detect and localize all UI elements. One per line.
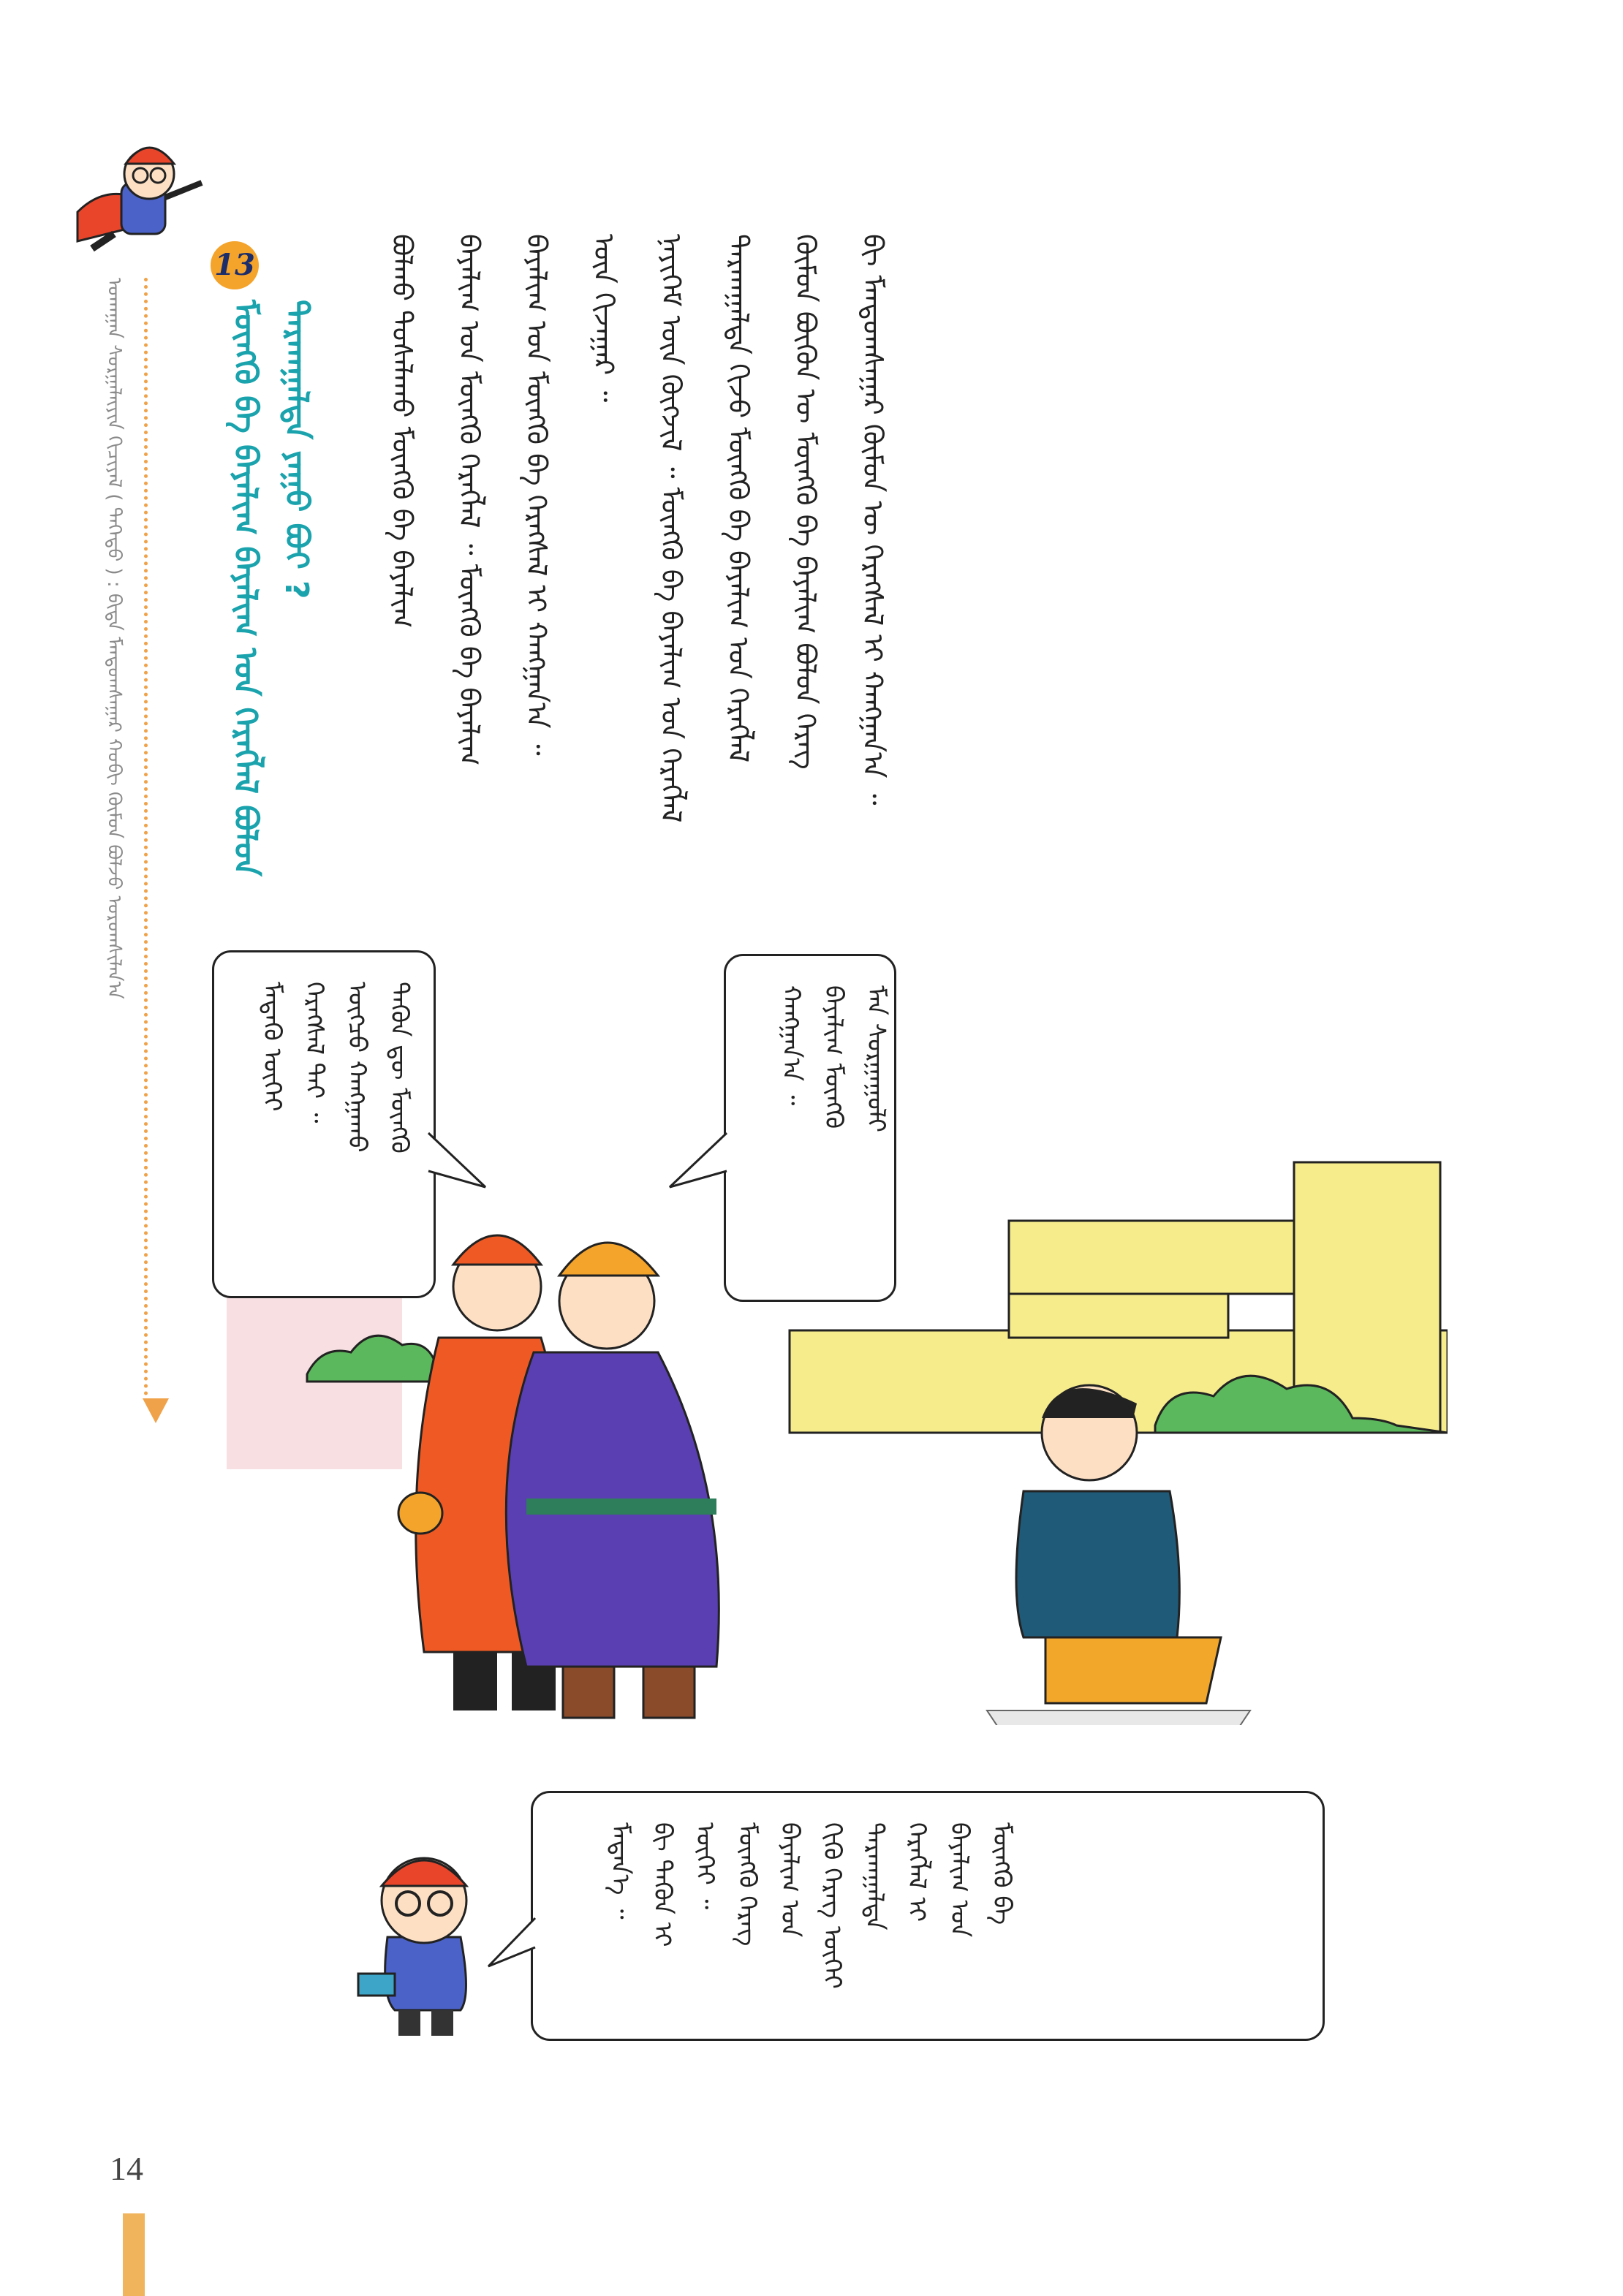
page-number: 14 [110,2150,143,2187]
title-line: ᠮᠦᠩᠭᠦ ᠪᠠ ᠪᠠᠶᠠᠯᠢᠭ ᠪᠠᠶᠠᠯᠢᠭ ᠤᠨ ᠬᠡᠷᠡᠭᠯᠡᠯ ᠪᠣᠯᠤᠨ [227,300,264,876]
body-line: ᠨᠡᠶᠢᠭᠡᠮ ᠦᠨ ᠬᠥᠭᠵᠢᠯ ᠃ ᠮᠦᠩᠭᠦ ᠪᠠ ᠪᠠᠶᠠᠯᠢᠭ ᠤᠨ ᠬᠡᠷᠡᠭᠯᠡᠯ [655,234,687,823]
speech-line: ᠬᠡᠷᠡᠭᠰᠡᠯ ᠲᠡᠢ ᠃ [300,982,329,1124]
body-line: ᠦᠨ ᠬᠢᠵᠠᠭᠠᠷ ᠃ [588,234,620,403]
speech-line: ᠪᠢ ᠲᠡᠭᠦᠨ ᠢ [648,1822,677,1947]
woman-speech-text [251,982,420,1274]
woman-speech-bubble [212,950,436,1298]
speech-line: ᠪᠠᠶᠠᠯᠢᠭ ᠮᠦᠩᠭᠦ [819,985,848,1129]
speech-line: ᠲᠠᠷᠬᠠᠭᠠᠯᠲᠠ [860,1822,889,1931]
man-bubble-tail [665,1126,731,1191]
speech-line: ᠮᠦᠩᠭᠦ ᠬᠡᠷᠡᠭ [733,1822,762,1947]
page-tab-bar [123,2213,145,2296]
speech-line: ᠪᠠᠶᠠᠯᠢᠭ ᠤᠨ [945,1822,974,1938]
speech-line: ᠦᠭᠡᠢ ᠃ [690,1822,719,1910]
speech-line: ᠬᠢᠬᠦ ᠬᠡᠷᠡᠭ ᠦᠭᠡᠢ [817,1822,847,1989]
woman-bubble-tail [424,1126,490,1191]
speech-line: ᠪᠠᠶᠠᠯᠢᠭ ᠤᠨ [775,1822,804,1938]
body-line: ᠪᠣᠯᠬᠤ ᠲᠤᠰᠠᠯᠠᠬᠤ ᠮᠦᠩᠭᠦ ᠪᠠ ᠪᠠᠶᠠᠯᠢᠭ [386,234,418,629]
flying-boy-mascot [63,132,216,263]
lesson-title [219,300,322,884]
speech-line: ᠮᠡᠳᠡᠬᠦ ᠦᠭᠡᠢ [257,982,287,1112]
lesson-number-badge: 13 [211,241,259,289]
speech-line: ᠬᠡᠷᠡᠭᠯᠡᠯ ᠢ [902,1822,931,1922]
body-line: ᠬᠦᠮᠦᠨ ᠪᠦᠬᠦᠨ ᠦ ᠮᠦᠩᠭᠦ ᠪᠠ ᠪᠠᠶᠠᠯᠢᠭ ᠪᠣᠯᠤᠨ ᠬᠡᠷᠡᠭ [790,234,822,770]
speech-line: ᠮᠡᠳᠡᠨ᠎ᠡ ᠃ [605,1822,635,1920]
dotted-guide-line [144,278,148,1403]
speech-line: ᠬᠠᠩᠭᠠᠨ᠎ᠠ ᠃ [776,985,806,1106]
body-line: ᠪᠠᠶᠠᠯᠢᠭ ᠤᠨ ᠮᠦᠩᠭᠦ ᠪᠠ ᠬᠡᠷᠡᠭᠰᠡᠯ ᠢ ᠬᠠᠩᠭᠠᠨ᠎ᠠ ᠃ [521,234,553,756]
man-speech-bubble [724,954,896,1302]
speech-line: ᠮᠠᠨ ᠰᠤᠷᠭᠠᠭᠤᠯᠢ [861,985,890,1133]
standing-boy-mascot [351,1827,497,2039]
man-speech-text [770,985,897,1278]
body-line: ᠪᠠᠶᠠᠯᠢᠭ ᠤᠨ ᠮᠦᠩᠭᠦ ᠬᠡᠷᠡᠭᠯᠡᠯ ᠃ ᠮᠦᠩᠭᠦ ᠪᠠ ᠪᠠᠶᠠᠯᠢᠭ [453,234,485,766]
triangle-marker-icon [143,1398,169,1423]
title-line: ᠲᠠᠷᠬᠠᠭᠠᠯᠲᠠ ᠶᠠᠭᠤ ᠪᠤᠢ ? [278,300,315,599]
boy-speech-bubble [531,1791,1325,2041]
speech-line: ᠥᠭᠴᠦ ᠬᠠᠩᠭᠠᠬᠤ [342,982,371,1153]
body-line: ᠲᠠᠷᠬᠠᠭᠠᠯᠲᠠ ᠬᠢᠵᠦ ᠮᠦᠩᠭᠦ ᠪᠠ ᠪᠠᠶᠠᠯᠢᠭ ᠤᠨ ᠬᠡᠷᠡᠭᠯᠡᠯ [722,234,754,763]
body-text [380,234,907,877]
boy-speech-text [599,1822,1023,2012]
body-line: ᠪᠢ ᠮᠠᠨᠳᠤᠭᠰᠠᠭᠠᠷ ᠬᠦᠮᠦᠨ ᠦ ᠬᠡᠷᠡᠭᠰᠡᠯ ᠢ ᠬᠠᠩᠭᠠᠨ᠎ᠠ ᠃ [857,234,889,806]
running-head: ᠤᠬᠠᠭᠠᠨ ᠰᠤᠷᠭᠠᠯᠢ᠋ᠶᠢᠨ ᠬᠢᠴᠢᠶᠡᠯ ( ᠳᠡᠭᠡᠳᠦ ) : ᠪᠢᠳᠡ ᠮᠠᠨᠳᠤᠭᠰᠠᠭᠠᠷ ᠬᠤᠪᠢ ᠬᠦᠮᠦᠨ ᠪᠣᠯᠵᠤ ᠤᠷᠤᠭᠰᠢᠯᠠᠨ᠎ᠠ [103,278,125,999]
speech-line: ᠮᠦᠩᠭᠦ ᠪᠠ [987,1822,1016,1925]
speech-line: ᠲᠡᠭᠦᠨ ᠳᠦ ᠮᠦᠩᠭᠦ [385,982,414,1153]
